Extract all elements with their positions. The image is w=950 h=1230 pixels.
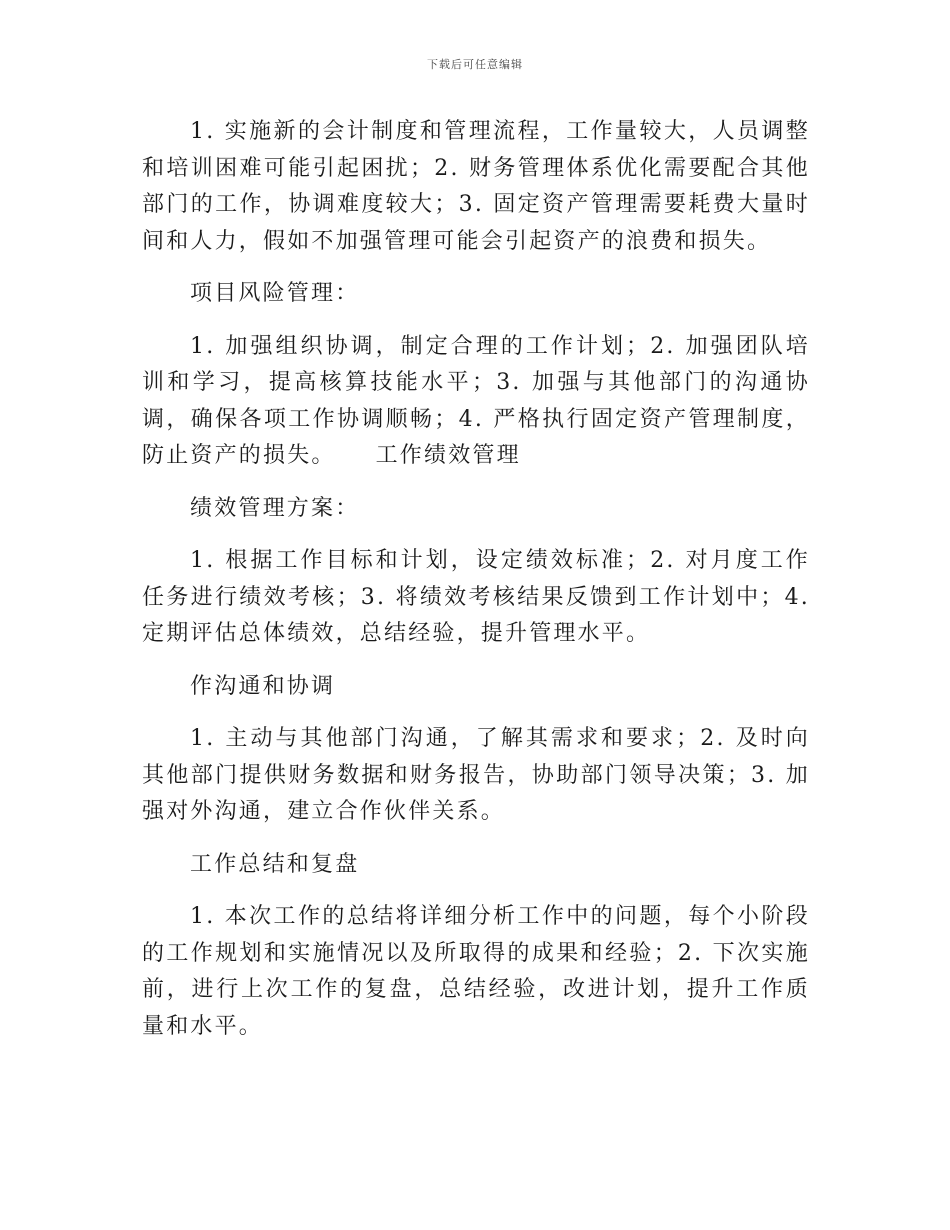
communication-paragraph: 1. 主动与其他部门沟通，了解其需求和要求；2. 及时向其他部门提供财务数据和财务报告，协助部门领导决策；3. 加强对外沟通，建立合作伙伴关系。 xyxy=(142,726,810,824)
risk-measures-paragraph xyxy=(142,329,810,475)
document-body xyxy=(142,114,810,1061)
performance-management-heading: 工作绩效管理 xyxy=(375,443,521,468)
performance-plan-paragraph: 1. 根据工作目标和计划，设定绩效标准；2. 对月度工作任务进行绩效考核；3. 将绩效考核结果反馈到工作计划中；4. 定期评估总体绩效，总结经验，提升管理水平。 xyxy=(142,548,810,646)
communication-heading: 作沟通和协调 xyxy=(190,673,336,699)
risk-management-heading: 项目风险管理： xyxy=(190,281,360,306)
risk-description-paragraph: 1. 实施新的会计制度和管理流程，工作量较大，人员调整和培训困难可能引起困扰；2. 财务管理体系优化需要配合其他部门的工作，协调难度较大；3. 固定资产管理需要耗费大量时间和人力，假如不加强管理可能会引起资产的浪费和损失。 xyxy=(142,119,810,254)
page-header: 下载后可任意编辑 xyxy=(427,58,523,71)
summary-review-paragraph: 1. 本次工作的总结将详细分析工作中的问题，每个小阶段的工作规划和实施情况以及所取得的成果和经验；2. 下次实施前，进行上次工作的复盘，总结经验，改进计划，提升工作质量和水平。 xyxy=(142,904,810,1039)
performance-plan-heading: 绩效管理方案： xyxy=(190,495,360,521)
summary-review-heading: 工作总结和复盘 xyxy=(190,851,360,877)
risk-measures-text: 1. 加强组织协调，制定合理的工作计划；2. 加强团队培训和学习，提高核算技能水平；3. 加强与其他部门的沟通协调，确保各项工作协调顺畅；4. 严格执行固定资产管理制度，防止资产的损失。 xyxy=(142,333,810,468)
